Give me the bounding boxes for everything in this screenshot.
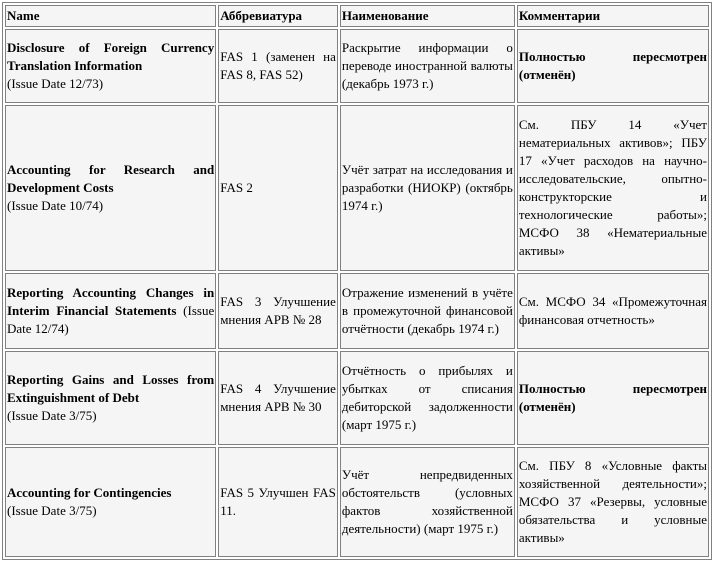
header-row [5, 5, 709, 27]
name-cell [5, 447, 216, 557]
name-cell [5, 273, 216, 349]
comment-cell: См. ПБУ 8 «Условные факты хозяйственной деятельности»; МСФО 37 «Резервы, условные обязательства и условные активы» [517, 447, 709, 557]
issue-date: (Issue Date 12/73) [7, 76, 104, 91]
standards-table [2, 2, 712, 560]
comment-cell: См. МСФО 34 «Промежуточная финансовая отчетность» [517, 273, 709, 349]
issue-date: (Issue Date 10/74) [7, 198, 104, 213]
standard-name: Accounting for Contingencies [7, 485, 172, 500]
comment-cell: См. ПБУ 14 «Учет нематериальных активов»; ПБУ 17 «Учет расходов на научно-исследовательские, опытно-конструкторские и технологические работы»; МСФО 38 «Нематериальные активы» [517, 105, 709, 271]
issue-date: (Issue Date 3/75) [7, 503, 97, 518]
standard-name: Accounting for Research and Development Costs [7, 162, 215, 195]
table-row [5, 29, 709, 103]
table-row [5, 273, 709, 349]
title-cell: Раскрытие информации о переводе иностранной валюты (декабрь 1973 г.) [340, 29, 515, 103]
header-comments: Комментарии [517, 5, 709, 27]
header-abbreviation: Аббревиатура [218, 5, 338, 27]
header-name: Name [5, 5, 216, 27]
name-cell [5, 351, 216, 445]
standard-name: Reporting Gains and Losses from Extinguishment of Debt [7, 372, 215, 405]
abbreviation-cell: FAS 3 Улучшение мнения APB № 28 [218, 273, 338, 349]
comment-cell: Полностью пересмотрен (отменён) [517, 29, 709, 103]
title-cell: Учёт непредвиденных обстоятельств (условных фактов хозяйственной деятельности) (март 1975 г.) [340, 447, 515, 557]
title-cell: Учёт затрат на исследования и разработки (НИОКР) (октябрь 1974 г.) [340, 105, 515, 271]
title-cell: Отчётность о прибылях и убытках от списания дебиторской задолженности (март 1975 г.) [340, 351, 515, 445]
issue-date: (Issue Date 12/74) [7, 303, 215, 336]
header-title: Наименование [340, 5, 515, 27]
table-row [5, 105, 709, 271]
name-cell [5, 29, 216, 103]
name-cell [5, 105, 216, 271]
abbreviation-cell: FAS 2 [218, 105, 338, 271]
title-cell: Отражение изменений в учёте в промежуточной финансовой отчётности (декабрь 1974 г.) [340, 273, 515, 349]
table-row [5, 447, 709, 557]
abbreviation-cell: FAS 4 Улучшение мнения APB № 30 [218, 351, 338, 445]
standard-name: Reporting Accounting Changes in Interim Financial Statements [7, 285, 215, 318]
comment-cell: Полностью пересмотрен (отменён) [517, 351, 709, 445]
standard-name: Disclosure of Foreign Currency Translation Information [7, 40, 215, 73]
abbreviation-cell: FAS 5 Улучшен FAS 11. [218, 447, 338, 557]
table-row [5, 351, 709, 445]
issue-date: (Issue Date 3/75) [7, 408, 97, 423]
abbreviation-cell: FAS 1 (заменен на FAS 8, FAS 52) [218, 29, 338, 103]
